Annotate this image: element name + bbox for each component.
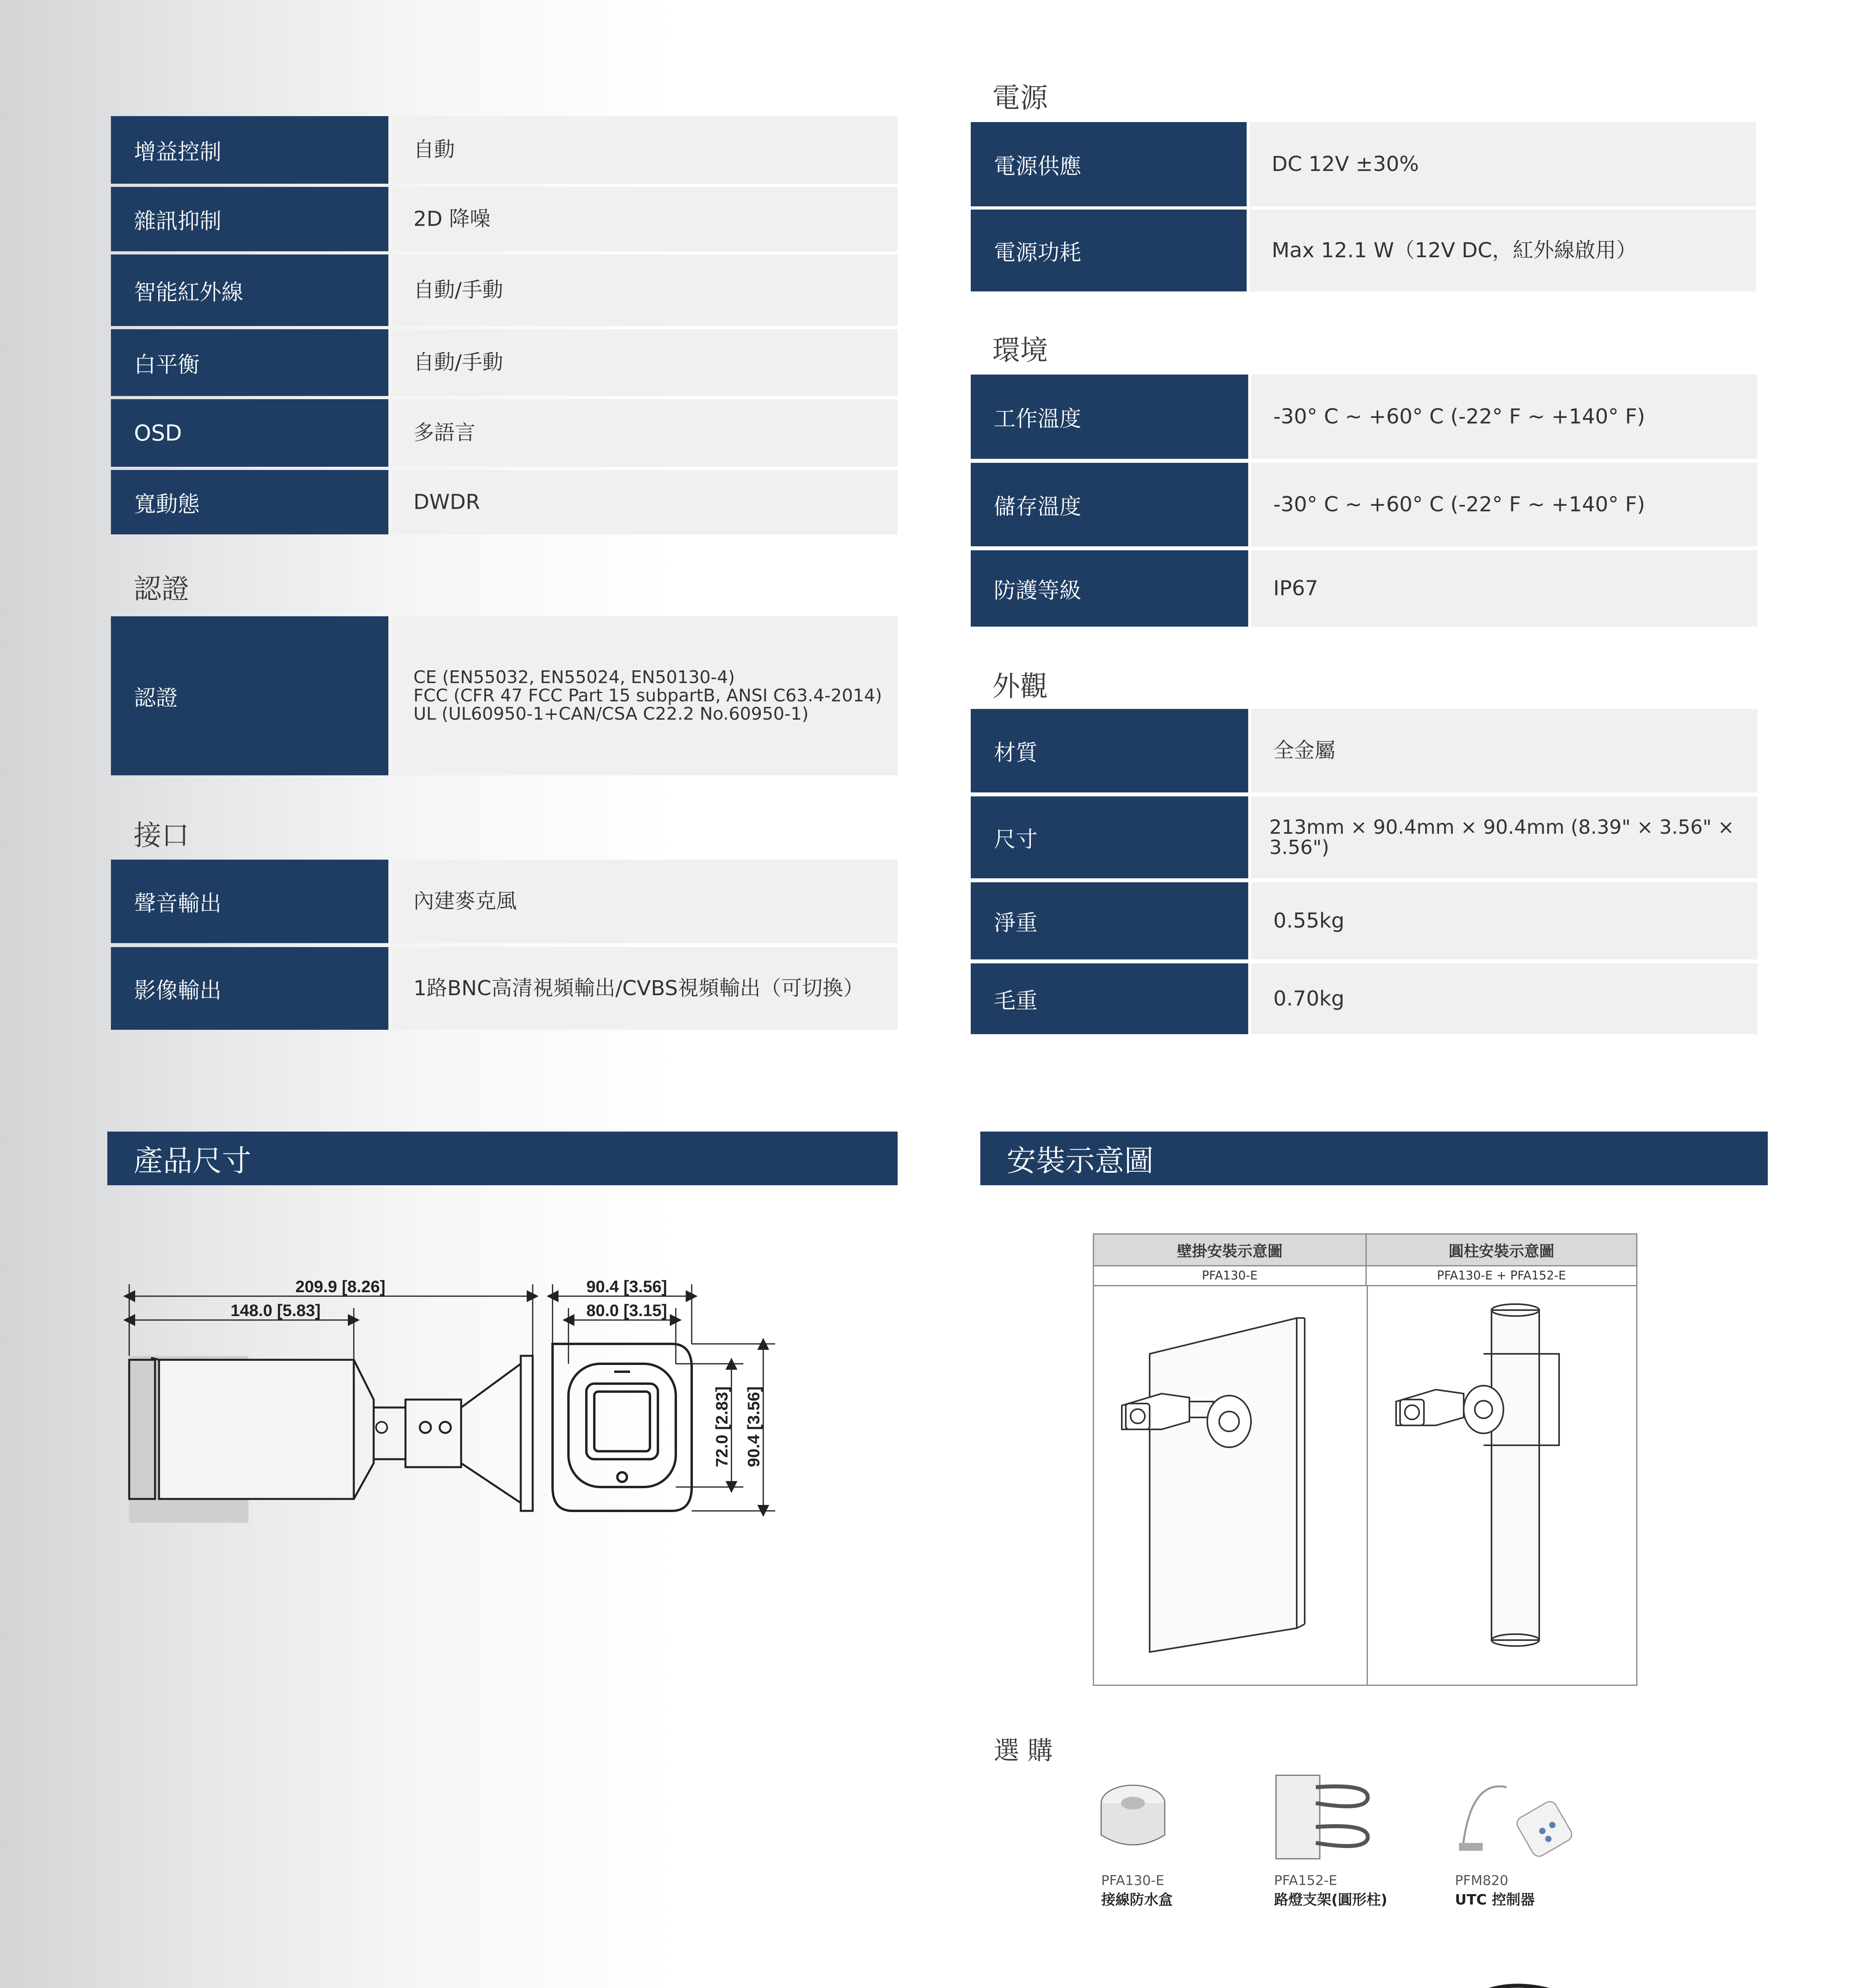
dim-inner-height: 72.0 [2.83]: [712, 1386, 731, 1467]
dim-height: 90.4 [3.56]: [744, 1386, 763, 1467]
spec-label: 毛重: [971, 963, 1248, 1034]
dimension-drawing: [119, 1264, 875, 1535]
spec-value: 自動/手動: [392, 329, 898, 396]
spec-label: 寬動態: [111, 470, 388, 534]
pole-bracket-icon: [1268, 1771, 1379, 1863]
accessory-code: PFA130-E: [1101, 1873, 1164, 1889]
spec-value: 0.55kg: [1251, 882, 1757, 959]
spec-label: 影像輸出: [111, 947, 388, 1030]
spec-row-material: [971, 709, 1757, 792]
spec-label: 電源功耗: [971, 210, 1247, 291]
certification-line: CE (EN55032, EN55024, EN50130-4): [413, 667, 735, 687]
spec-label: 尺寸: [971, 796, 1248, 878]
accessory-code: PFM820: [1455, 1873, 1509, 1889]
accessory-item: [1101, 1873, 1173, 1909]
spec-label: 淨重: [971, 882, 1248, 959]
spec-row-power-consumption: [971, 210, 1756, 291]
spec-row-white-balance: [111, 329, 898, 396]
section-title-interface: 接口: [134, 819, 189, 852]
certification-line: FCC (CFR 47 FCC Part 15 subpartB, ANSI C63.4-2014): [413, 685, 882, 706]
spec-value: -30° C ~ +60° C (-22° F ~ +140° F): [1251, 375, 1757, 459]
spec-row-audio-output: [111, 860, 898, 943]
spec-value: DC 12V ±30%: [1250, 122, 1756, 206]
spec-label: 聲音輸出: [111, 860, 388, 943]
dim-width: 90.4 [3.56]: [586, 1277, 667, 1296]
spec-value: 213mm × 90.4mm × 90.4mm (8.39" × 3.56" × 3.56"): [1251, 796, 1757, 878]
installation-model-pole: PFA130-E + PFA152-E: [1367, 1266, 1636, 1286]
section-title-environment: 環境: [992, 334, 1048, 367]
certification-value: [392, 616, 898, 775]
spec-value: 全金屬: [1251, 709, 1757, 792]
spec-value: 內建麥克風: [392, 860, 898, 943]
accessory-name: 路燈支架(圓形柱): [1274, 1892, 1387, 1908]
dim-body-length: 148.0 [5.83]: [231, 1301, 321, 1320]
spec-row-noise: [111, 187, 898, 251]
spec-value: 自動/手動: [392, 254, 898, 326]
balun-icon-k4k: [1268, 1978, 1403, 1988]
spec-row-wdr: [111, 470, 898, 534]
installation-header-wall: 壁掛安裝示意圖: [1094, 1235, 1367, 1266]
spec-label: 雜訊抑制: [111, 187, 388, 251]
spec-value: 0.70kg: [1251, 963, 1757, 1034]
section-title-appearance: 外觀: [992, 670, 1048, 703]
section-bar-installation: 安裝示意圖: [980, 1132, 1768, 1185]
spec-row-protection: [971, 550, 1757, 627]
spec-label: OSD: [111, 399, 388, 467]
utc-controller-icon: [1455, 1771, 1582, 1859]
spec-label: 儲存溫度: [971, 463, 1248, 546]
section-title-power: 電源: [992, 82, 1048, 114]
spec-value: 自動: [392, 116, 898, 184]
spec-label: 智能紅外線: [111, 254, 388, 326]
spec-row-size: [971, 796, 1757, 878]
spec-value: 2D 降噪: [392, 187, 898, 251]
section-title-accessories: 選 購: [994, 1736, 1053, 1766]
section-title-certification: 認證: [134, 573, 189, 605]
spec-value: Max 12.1 W（12V DC，紅外線啟用）: [1250, 210, 1756, 291]
spec-value: 多語言: [392, 399, 898, 467]
spec-label: 工作溫度: [971, 375, 1248, 459]
accessory-item: [1274, 1873, 1387, 1909]
accessory-item: [1455, 1873, 1535, 1909]
spec-row-smart-ir: [111, 254, 898, 326]
accessory-code: PFA152-E: [1274, 1873, 1337, 1889]
accessory-name: 接線防水盒: [1101, 1892, 1173, 1908]
spec-row-operating-temp: [971, 375, 1757, 459]
section-bar-dimensions: 產品尺寸: [107, 1132, 898, 1185]
installation-header-pole: 圓柱安裝示意圖: [1367, 1235, 1636, 1266]
spec-label: 防護等級: [971, 550, 1248, 627]
spec-row-gain: [111, 116, 898, 184]
certification-line: UL (UL60950-1+CAN/CSA C22.2 No.60950-1): [413, 704, 809, 724]
balun-icon-e: [1087, 1978, 1222, 1988]
spec-row-storage-temp: [971, 463, 1757, 546]
spec-value: IP67: [1251, 550, 1757, 627]
spec-label: 電源供應: [971, 122, 1247, 206]
installation-table: [1093, 1233, 1637, 1686]
pole-mount-illustration: [1384, 1302, 1623, 1660]
spec-row-power-supply: [971, 122, 1756, 206]
spec-row-video-output: [111, 947, 898, 1030]
spec-label: 材質: [971, 709, 1248, 792]
dim-inner-width: 80.0 [3.15]: [586, 1301, 667, 1320]
spec-label: 認證: [111, 616, 388, 775]
installation-model-wall: PFA130-E: [1094, 1266, 1367, 1286]
spec-row-osd: [111, 399, 898, 467]
junction-box-icon: [1097, 1779, 1169, 1859]
accessory-name: UTC 控制器: [1455, 1892, 1535, 1908]
wall-mount-illustration: [1110, 1302, 1348, 1660]
dim-total-length: 209.9 [8.26]: [295, 1277, 386, 1296]
spec-value: 1路BNC高清視頻輸出/CVBS視頻輸出（可切換）: [392, 947, 898, 1030]
spec-label: 增益控制: [111, 116, 388, 184]
spec-label: 白平衡: [111, 329, 388, 396]
spec-row-net-weight: [971, 882, 1757, 959]
spec-value: DWDR: [392, 470, 898, 534]
spec-row-certification: [111, 616, 898, 775]
balun-icon-b4k: [1447, 1970, 1582, 1988]
spec-value: -30° C ~ +60° C (-22° F ~ +140° F): [1251, 463, 1757, 546]
spec-row-gross-weight: [971, 963, 1757, 1034]
